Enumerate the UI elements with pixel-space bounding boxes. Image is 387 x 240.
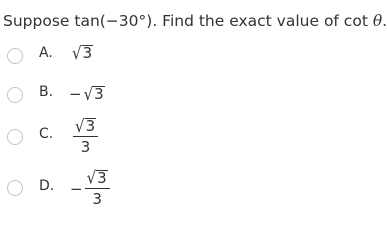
fraction-denominator: 3 — [80, 138, 91, 156]
radical-sign: √ — [86, 167, 97, 189]
question-prefix: Suppose tan(−30°). Find the exact value of cot — [3, 12, 373, 30]
choice-a[interactable] — [0, 38, 356, 74]
radio-button-a[interactable] — [7, 48, 23, 64]
radio-button-b[interactable] — [7, 87, 23, 103]
sqrt-expression — [84, 85, 105, 103]
sqrt-expression — [72, 44, 93, 62]
fraction-numerator — [73, 117, 98, 137]
radicand: 3 — [97, 169, 107, 187]
fraction — [85, 169, 110, 208]
choice-c[interactable] — [0, 117, 356, 161]
choice-b-letter: B. — [39, 84, 54, 100]
choice-a-letter: A. — [39, 45, 53, 61]
question-suffix: . — [382, 12, 387, 30]
choice-b-value — [69, 85, 105, 103]
radical-sign: √ — [83, 83, 94, 105]
radicand: 3 — [94, 85, 104, 103]
choice-d[interactable] — [0, 168, 356, 212]
minus-sign: − — [70, 179, 83, 198]
question-text — [3, 12, 387, 30]
radio-button-c[interactable] — [7, 129, 23, 145]
radio-button-d[interactable] — [7, 180, 23, 196]
choice-d-letter: D. — [39, 178, 55, 194]
fraction-numerator — [85, 169, 110, 189]
minus-sign: − — [69, 85, 82, 103]
radical-sign: √ — [75, 115, 85, 137]
choice-c-letter: C. — [39, 126, 54, 142]
sqrt-expression — [75, 117, 96, 135]
fraction-denominator: 3 — [92, 190, 102, 208]
radicand: 3 — [85, 117, 96, 135]
radical-sign: √ — [72, 42, 82, 64]
fraction — [73, 117, 98, 156]
radicand: 3 — [82, 44, 93, 62]
sqrt-expression — [87, 169, 108, 187]
choice-b[interactable] — [0, 77, 356, 113]
theta-symbol: θ — [372, 12, 383, 30]
choice-a-value — [72, 44, 93, 62]
choice-c-value — [73, 117, 98, 156]
choice-d-value — [70, 169, 110, 208]
